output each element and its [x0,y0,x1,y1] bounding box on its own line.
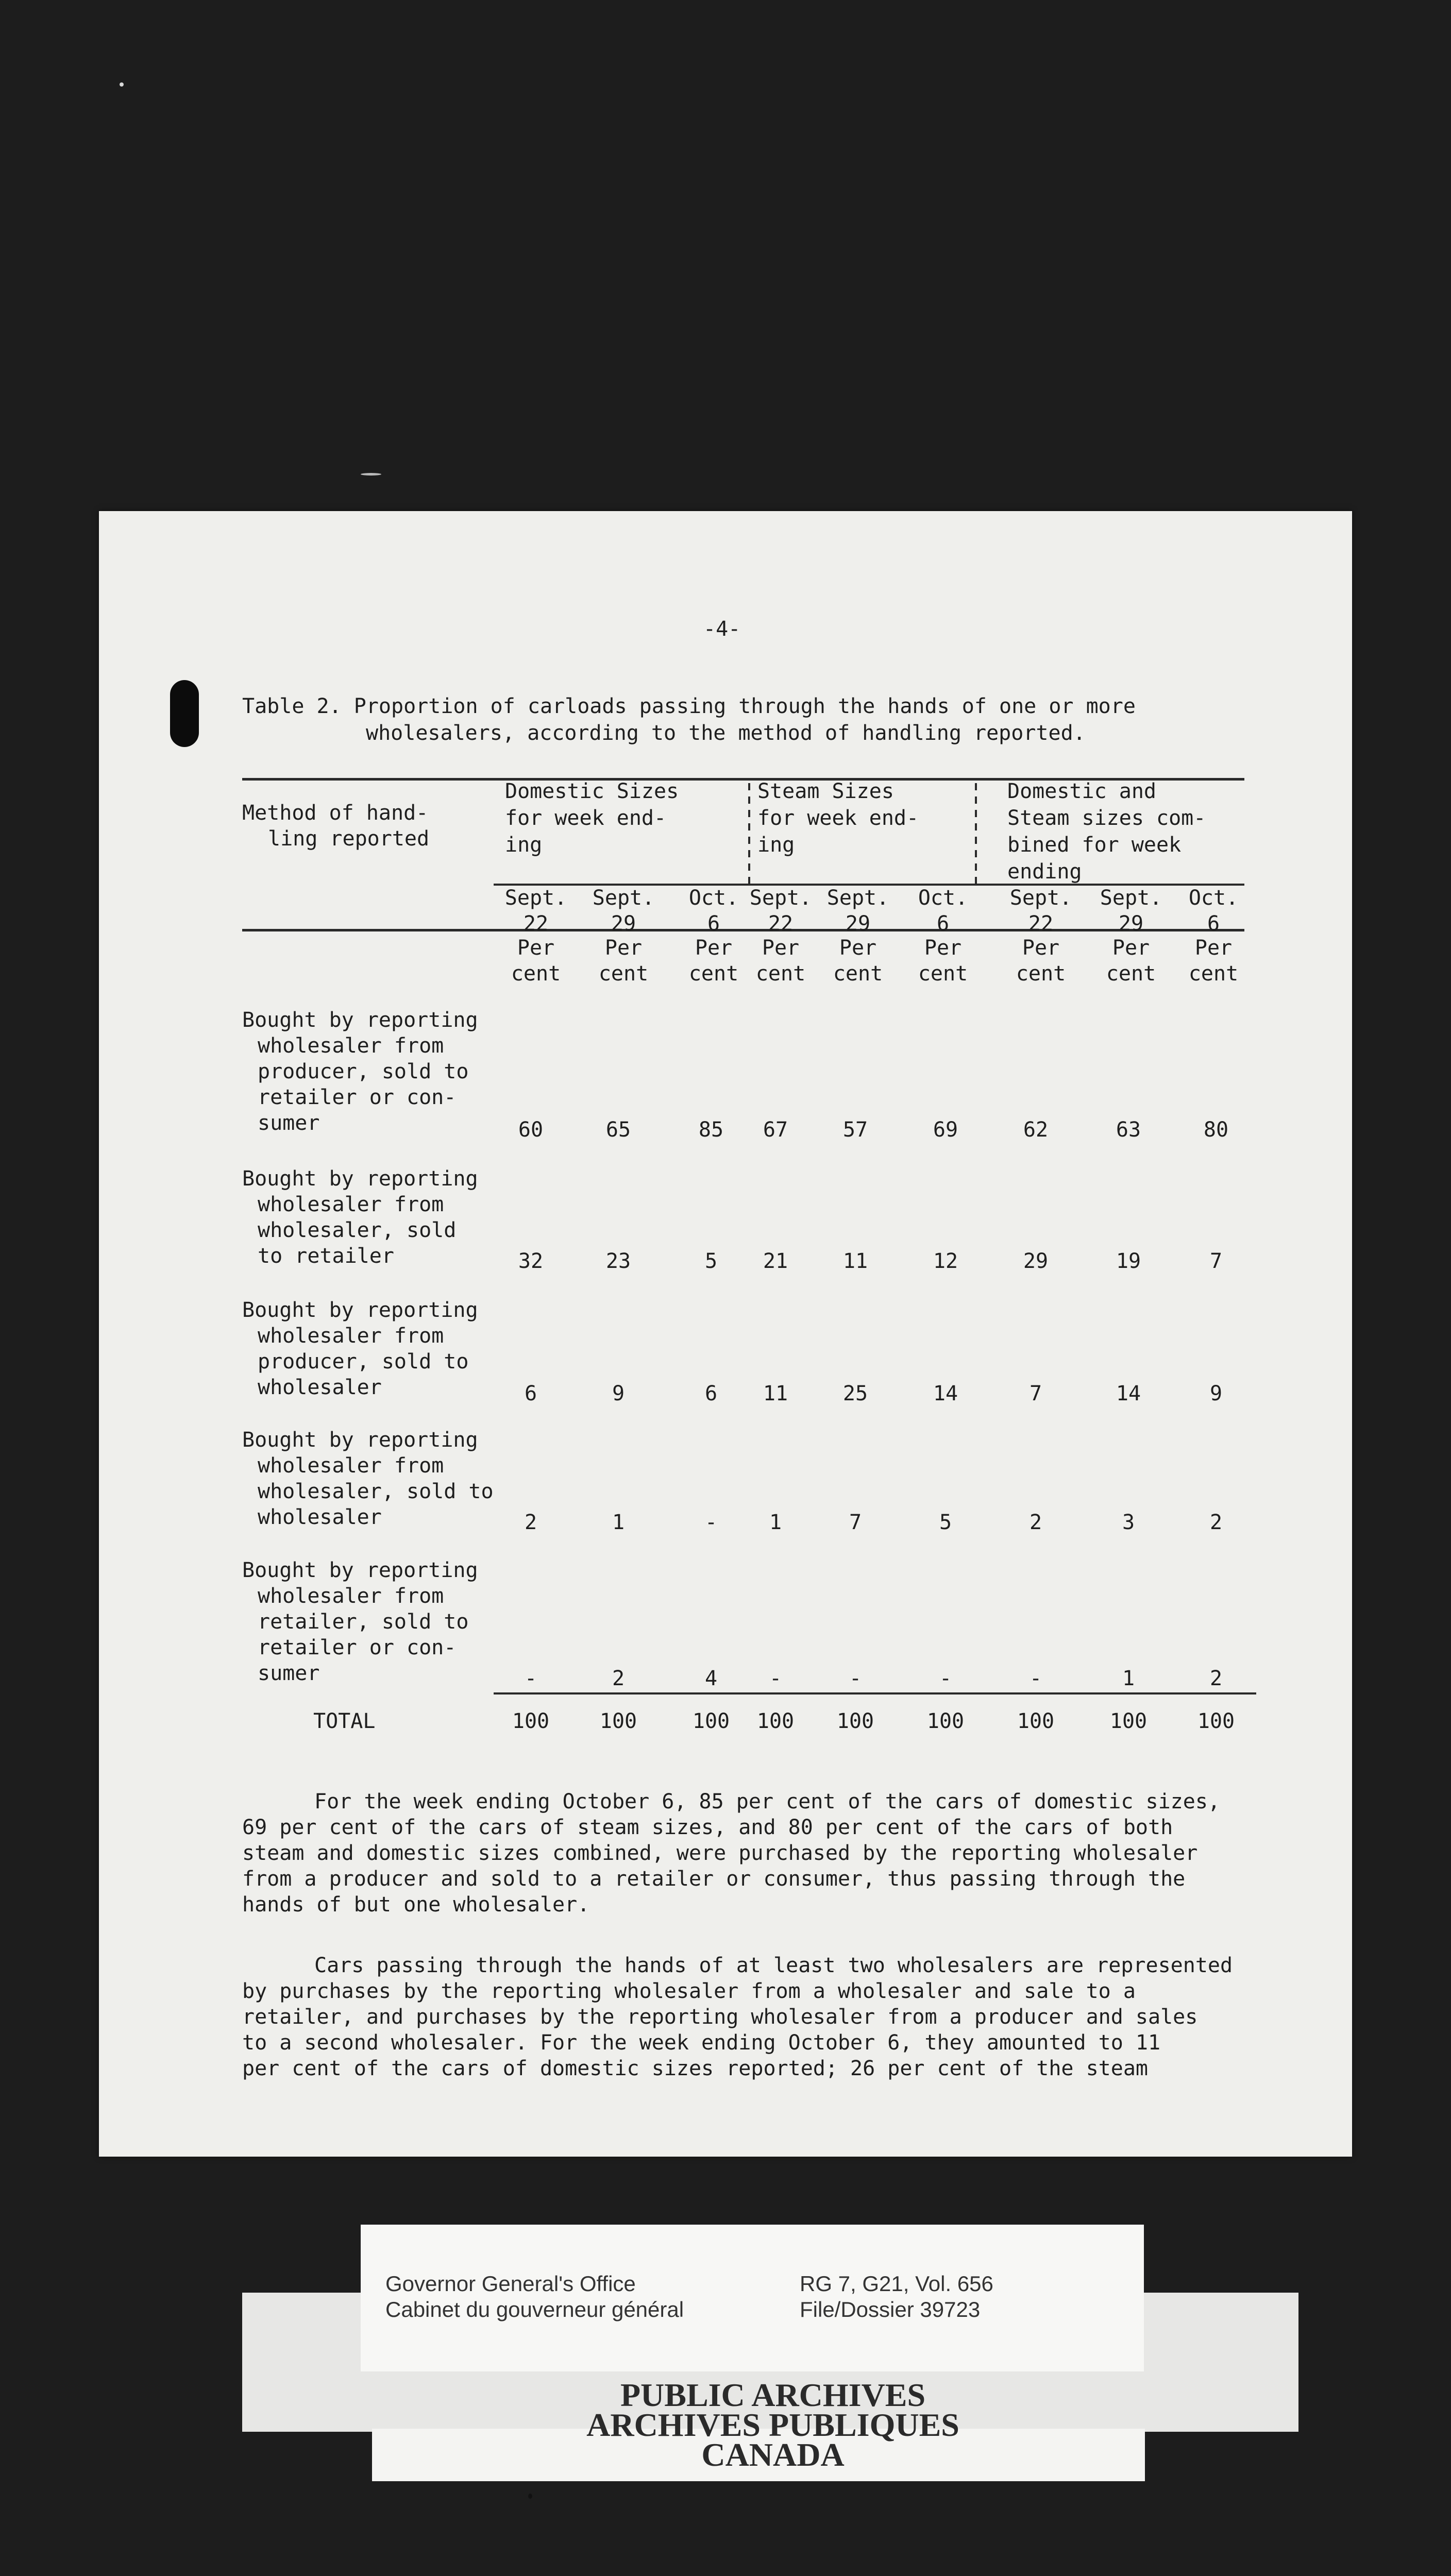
row-label-line: wholesaler [258,1376,382,1399]
table-cell-value: - [524,1667,537,1690]
row-label-line: sumer [258,1111,320,1135]
paragraph-1 [242,1789,1283,1918]
row-label-line: wholesaler from [258,1584,444,1608]
paragraph-line: by purchases by the reporting wholesaler from a wholesaler and sale to a [242,1979,1136,2003]
table-cell-value: 100 [692,1709,730,1733]
column-date [1170,885,1257,937]
column-date [814,885,902,937]
table-cell-value: 5 [704,1249,718,1273]
table-cell-value: 67 [763,1118,788,1142]
row-label-line: sumer [258,1662,320,1685]
row-label [242,1427,494,1530]
table-cell-value: 6 [524,1382,537,1405]
date-month: Sept. [826,886,889,910]
group-divider [748,783,750,886]
table-cell-value: 7 [1209,1249,1223,1273]
paragraph-line: hands of but one wholesaler. [242,1893,590,1917]
group-line: bined for week [1007,833,1182,857]
paragraph-line: retailer, and purchases by the reporting wholesaler from a producer and sales [242,2005,1198,2029]
group-line: Domestic and [1007,779,1156,803]
date-day: 6 [707,912,720,936]
row-label-line: producer, sold to [258,1060,469,1083]
paragraph-line: steam and domestic sizes combined, were purchased by the reporting wholesaler [242,1841,1198,1865]
table-cell-value: 63 [1116,1118,1141,1142]
table-cell-value: 80 [1203,1118,1229,1142]
table-cell-value: 1 [769,1511,782,1534]
unit-line: Per [924,936,962,960]
group-line: ending [1007,860,1082,884]
table-cell-value: 9 [612,1382,625,1405]
date-month: Oct. [918,886,968,910]
group-line: for week end- [757,806,919,830]
table-cell-value: 1 [1122,1667,1135,1690]
row-label-line: retailer or con- [258,1636,457,1659]
date-day: 22 [1028,912,1054,936]
table-cell-value: 25 [842,1382,868,1405]
unit-line: Per [517,936,555,960]
stamp-line: CANADA [701,2436,845,2473]
table-cell-value: 85 [698,1118,724,1142]
table-cell-value: 100 [512,1709,550,1733]
total-label: TOTAL [313,1709,376,1733]
table-cell-value: 19 [1116,1249,1141,1273]
table-cell-value: 5 [939,1511,952,1534]
table-cell-value: 14 [1116,1382,1141,1405]
unit-line: cent [918,962,968,986]
group-line: Steam sizes com- [1007,806,1206,830]
column-date [1087,885,1175,937]
table-cell-value: 21 [763,1249,788,1273]
table-cell-value: 4 [704,1667,718,1690]
table-cell-value: 2 [524,1511,537,1534]
row-label [242,1297,478,1400]
table-cell-value: 23 [605,1249,631,1273]
group-line: for week end- [505,806,667,830]
date-month: Sept. [504,886,567,910]
column-unit [1087,935,1175,987]
column-group-steam [757,778,919,858]
table-caption [242,693,1136,747]
row-label-line: producer, sold to [258,1350,469,1374]
column-unit [1170,935,1257,987]
table-cell-value: 6 [704,1382,718,1405]
table-cell-value: 11 [763,1382,788,1405]
dust-speck [361,473,381,476]
date-day: 29 [611,912,636,936]
dust-speck [120,82,124,87]
office-name-en: Governor General's Office [385,2272,636,2296]
column-group-combined [1007,778,1206,885]
row-label-line: wholesaler, sold to [258,1480,494,1503]
stub-header-line: ling reported [268,827,430,851]
unit-line: cent [755,962,806,986]
table-cell-value: 7 [1029,1382,1042,1405]
file-number: File/Dossier 39723 [800,2297,981,2321]
total-rule [494,1692,1256,1694]
date-day: 6 [1207,912,1220,936]
group-divider [975,783,977,886]
table-cell-value: 11 [842,1249,868,1273]
unit-line: Per [839,936,877,960]
column-unit [997,935,1085,987]
table-cell-value: 14 [933,1382,958,1405]
table-cell-value: 29 [1023,1249,1049,1273]
table-cell-value: - [769,1667,782,1690]
group-line: Domestic Sizes [505,779,679,803]
table-cell-value: 100 [1197,1709,1235,1733]
unit-line: Per [1022,936,1060,960]
row-label-line: wholesaler from [258,1324,444,1348]
table-cell-value: 12 [933,1249,958,1273]
row-label [242,1557,478,1686]
table-cell-value: 100 [926,1709,965,1733]
stamp-line: PUBLIC ARCHIVES [620,2377,926,2413]
column-date [492,885,580,937]
date-month: Sept. [1100,886,1162,910]
group-line: ing [757,833,795,857]
caption-line: wholesalers, according to the method of handling reported. [366,721,1086,745]
table-cell-value: 65 [605,1118,631,1142]
table-cell-value: 100 [1109,1709,1148,1733]
table-cell-value: 1 [612,1511,625,1534]
column-unit [899,935,987,987]
row-label-line: wholesaler from [258,1193,444,1216]
archives-stamp [567,2377,979,2473]
caption-line: Table 2. Proportion of carloads passing through the hands of one or more [242,694,1136,718]
date-month: Oct. [688,886,739,910]
paragraph-line: 69 per cent of the cars of steam sizes, and 80 per cent of the cars of both [242,1816,1173,1839]
stub-header-line: Method of hand- [242,801,429,825]
paragraph-line: to a second wholesaler. For the week ending October 6, they amounted to 11 [242,2031,1161,2055]
unit-line: cent [1016,962,1066,986]
paragraph-line: For the week ending October 6, 85 per cent of the cars of domestic sizes, [314,1790,1220,1814]
row-label-line: wholesaler, sold [258,1218,457,1242]
row-label-line: wholesaler from [258,1034,444,1058]
table-cell-value: 3 [1122,1511,1135,1534]
row-label [242,1007,478,1136]
column-unit [814,935,902,987]
row-label-line: retailer, sold to [258,1610,469,1634]
column-unit [492,935,580,987]
date-day: 29 [1118,912,1144,936]
date-day: 22 [768,912,794,936]
date-month: Oct. [1188,886,1239,910]
table-cell-value: - [939,1667,952,1690]
date-month: Sept. [1009,886,1072,910]
unit-line: Per [1194,936,1233,960]
table-cell-value: 100 [756,1709,795,1733]
row-label-line: Bought by reporting [242,1558,478,1582]
table-cell-value: - [1029,1667,1042,1690]
date-day: 6 [936,912,950,936]
column-date [737,885,824,937]
row-label-line: Bought by reporting [242,1167,478,1191]
table-cell-value: 7 [849,1511,862,1534]
table-cell-value: 2 [1029,1511,1042,1534]
paragraph-2 [242,1953,1283,2081]
row-label-line: Bought by reporting [242,1428,478,1452]
table-cell-value: 57 [842,1118,868,1142]
unit-line: cent [833,962,883,986]
date-month: Sept. [592,886,655,910]
unit-line: Per [1112,936,1150,960]
page-number: -4- [703,617,741,641]
column-unit [737,935,824,987]
date-day: 22 [523,912,549,936]
row-label-line: wholesaler [258,1505,382,1529]
unit-line: Per [604,936,643,960]
row-label-line: retailer or con- [258,1086,457,1109]
unit-line: cent [1188,962,1239,986]
table-cell-value: 60 [518,1118,544,1142]
table-cell-value: 2 [1209,1667,1223,1690]
table-cell-value: 69 [933,1118,958,1142]
table-cell-value: - [704,1511,718,1534]
paragraph-line: Cars passing through the hands of at least two wholesalers are represented [314,1954,1233,1977]
table-cell-value: 62 [1023,1118,1049,1142]
column-date [580,885,667,937]
column-date [997,885,1085,937]
table-cell-value: 100 [1017,1709,1055,1733]
unit-line: cent [1106,962,1156,986]
paragraph-line: per cent of the cars of domestic sizes reported; 26 per cent of the steam [242,2057,1148,2080]
table-cell-value: 100 [836,1709,874,1733]
punch-hole [170,680,199,747]
unit-line: cent [598,962,649,986]
column-group-domestic [505,778,679,858]
row-label-line: to retailer [258,1244,394,1268]
group-line: Steam Sizes [757,779,894,803]
office-name-fr: Cabinet du gouverneur général [385,2297,684,2321]
table-cell-value: 2 [612,1667,625,1690]
table-cell-value: 2 [1209,1511,1223,1534]
dust-speck [528,2494,532,2499]
table-cell-value: 9 [1209,1382,1223,1405]
unit-line: Per [695,936,733,960]
row-label-line: Bought by reporting [242,1008,478,1032]
paragraph-line: from a producer and sold to a retailer or consumer, thus passing through the [242,1867,1186,1891]
group-line: ing [505,833,543,857]
record-group: RG 7, G21, Vol. 656 [800,2272,993,2296]
stub-header [242,800,429,852]
column-date [899,885,987,937]
table-cell-value: - [849,1667,862,1690]
unit-line: Per [762,936,800,960]
table-cell-value: 32 [518,1249,544,1273]
stamp-line: ARCHIVES PUBLIQUES [586,2406,959,2443]
table-cell-value: 100 [599,1709,637,1733]
column-unit [580,935,667,987]
row-label-line: wholesaler from [258,1454,444,1478]
row-label [242,1166,478,1269]
unit-line: cent [688,962,739,986]
date-day: 29 [845,912,871,936]
row-label-line: Bought by reporting [242,1298,478,1322]
unit-line: cent [511,962,561,986]
date-month: Sept. [749,886,812,910]
